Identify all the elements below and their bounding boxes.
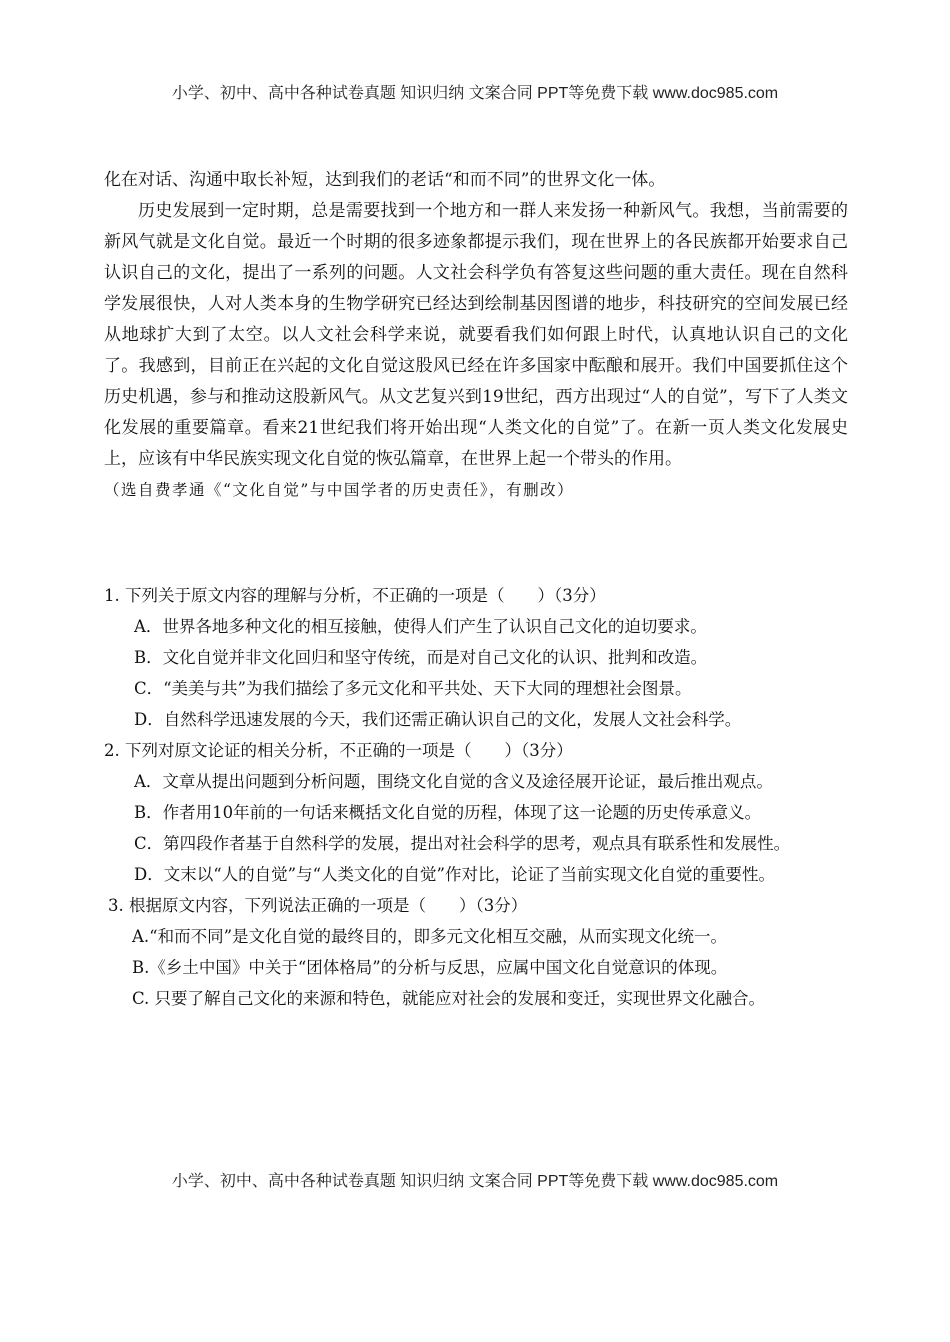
passage-citation: （选自费孝通《“文化自觉”与中国学者的历史责任》，有删改） [104,481,575,499]
question-1-stem: 1. 下列关于原文内容的理解与分析，不正确的一项是（ ）（3分） [104,586,606,605]
passage-paragraph-1: 化在对话、沟通中取长补短，达到我们的老话“和而不同”的世界文化一体。 [104,170,666,190]
question-1-option-a: A．世界各地多种文化的相互接触，使得人们产生了认识自己文化的迫切要求。 [134,617,707,636]
question-2-option-d: D．文末以“人的自觉”与“人类文化的自觉”作对比，论证了当前实现文化自觉的重要性。 [134,865,775,884]
question-2-stem: 2. 下列对原文论证的相关分析，不正确的一项是（ ）（3分） [104,741,573,760]
page-footer: 小学、初中、高中各种试卷真题 知识归纳 文案合同 PPT等免费下载 www.doc985.com [171,1173,779,1190]
question-3-stem: 3. 根据原文内容，下列说法正确的一项是（ ）（3分） [108,896,528,915]
question-3-option-a: A.“和而不同”是文化自觉的最终目的，即多元文化相互交融，从而实现文化统一。 [132,927,728,946]
question-3-option-b: B.《乡土中国》中关于“团体格局”的分析与反思，应属中国文化自觉意识的体现。 [132,958,728,977]
passage-paragraph-2: 历史发展到一定时期，总是需要找到一个地方和一群人来发扬一种新风气。我想，当前需要的新风气就是文化自觉。最近一个时期的很多迹象都提示我们，现在世界上的各民族都开始要求自己认识自己的文化，提出了一系列的问题。人文社会科学负有答复这些问题的重大责任。现在自然科学发展很快，人对人类本身的生物学研究已经达到绘制基因图谱的地步，科技研究的空间发展已经从地球扩大到了太空。以人文社会科学来说，就要看我们如何跟上时代，认真地认识自己的文化了。我感到，目前正在兴起的文化自觉这股风已经在许多国家中酝酿和展开。我们中国要抓住这个历史机遇，参与和推动这股新风气。从文艺复兴到19世纪，西方出现过“人的自觉”，写下了人类文化发展的重要篇章。看来21世纪我们将开始出现“人类文化的自觉”了。在新一页人类文化发展史上，应该有中华民族实现文化自觉的恢弘篇章，在世界上起一个带头的作用。 [104,201,848,469]
question-2-option-c: C．第四段作者基于自然科学的发展，提出对社会科学的思考，观点具有联系性和发展性。 [134,834,791,853]
question-1-option-d: D．自然科学迅速发展的今天，我们还需正确认识自己的文化，发展人文社会科学。 [134,710,742,729]
reading-passage [104,165,848,506]
question-3-option-c: C. 只要了解自己文化的来源和特色，就能应对社会的发展和变迁，实现世界文化融合。 [132,989,766,1008]
question-1-option-b: B．文化自觉并非文化回归和坚守传统，而是对自己文化的认识、批判和改造。 [134,648,708,667]
question-list [104,580,864,1014]
page-header: 小学、初中、高中各种试卷真题 知识归纳 文案合同 PPT等免费下载 www.doc985.com [171,85,779,102]
question-1-option-c: C．“美美与共”为我们描绘了多元文化和平共处、天下大同的理想社会图景。 [134,679,692,698]
question-2-option-a: A．文章从提出问题到分析问题，围绕文化自觉的含义及途径展开论证，最后推出观点。 [134,772,773,791]
question-2-option-b: B．作者用10年前的一句话来概括文化自觉的历程，体现了这一论题的历史传承意义。 [134,803,762,822]
